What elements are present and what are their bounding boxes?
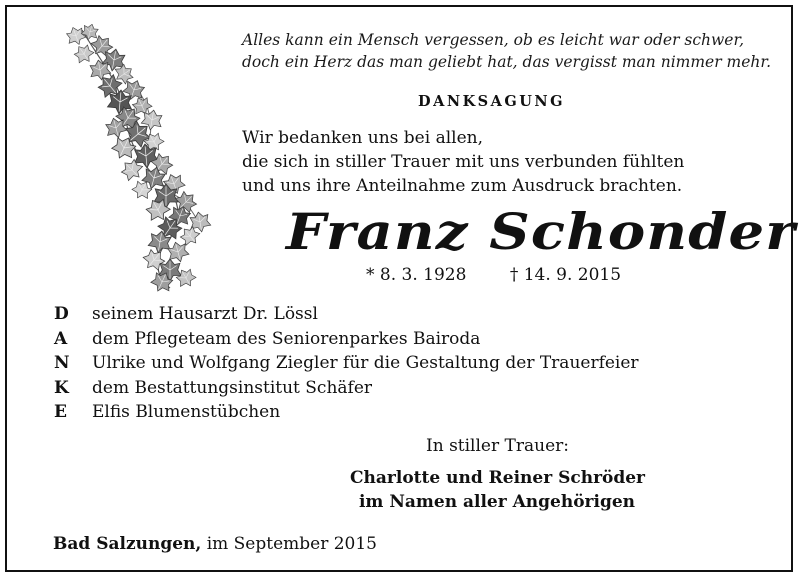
intro-line: und uns ihre Anteilnahme zum Ausdruck brachten. — [242, 176, 683, 196]
intro-line: Wir bedanken uns bei allen, — [242, 128, 483, 148]
danke-row — [54, 376, 639, 401]
danke-row — [54, 302, 639, 327]
memorial-quote — [242, 29, 771, 73]
danke-row — [54, 351, 639, 376]
danke-letter: K — [54, 377, 69, 398]
danke-text: dem Pflegeteam des Seniorenparkes Bairoda — [92, 328, 481, 349]
quote-line: Alles kann ein Mensch vergessen, ob es leicht war oder schwer, — [242, 31, 745, 49]
signer-line: im Namen aller Angehörigen — [358, 492, 636, 512]
danke-text: dem Bestattungsinstitut Schäfer — [92, 377, 373, 398]
danke-list — [54, 302, 639, 425]
danke-letter: N — [54, 353, 70, 374]
birth-date: * 8. 3. 1928 — [366, 265, 467, 285]
mourners-signature — [350, 466, 644, 514]
place-and-date — [53, 534, 377, 554]
danke-letter: D — [54, 304, 69, 325]
deceased-name: Franz Schonder — [286, 202, 796, 261]
place-name: Bad Salzungen, — [53, 534, 202, 554]
notice-date: im September 2015 — [201, 534, 377, 554]
danke-text: seinem Hausarzt Dr. Lössl — [92, 304, 318, 325]
mourning-intro: In stiller Trauer: — [426, 436, 569, 456]
life-dates — [366, 265, 621, 285]
danke-text: Elfis Blumenstübchen — [92, 402, 281, 423]
notice-heading: DANKSAGUNG — [418, 93, 566, 110]
intro-line: die sich in stiller Trauer mit uns verbunden fühlten — [242, 152, 685, 172]
death-date: † 14. 9. 2015 — [509, 265, 622, 285]
danke-text: Ulrike und Wolfgang Ziegler für die Gestaltung der Trauerfeier — [92, 353, 639, 374]
thanks-intro — [242, 126, 684, 198]
quote-line: doch ein Herz das man geliebt hat, das vergisst man nimmer mehr. — [242, 53, 772, 71]
signer-line: Charlotte und Reiner Schröder — [350, 468, 646, 488]
ivy-leaves-icon — [62, 24, 218, 292]
danke-letter: E — [54, 402, 67, 423]
danke-row — [54, 400, 639, 425]
danke-letter: A — [54, 328, 68, 349]
danke-row — [54, 327, 639, 352]
